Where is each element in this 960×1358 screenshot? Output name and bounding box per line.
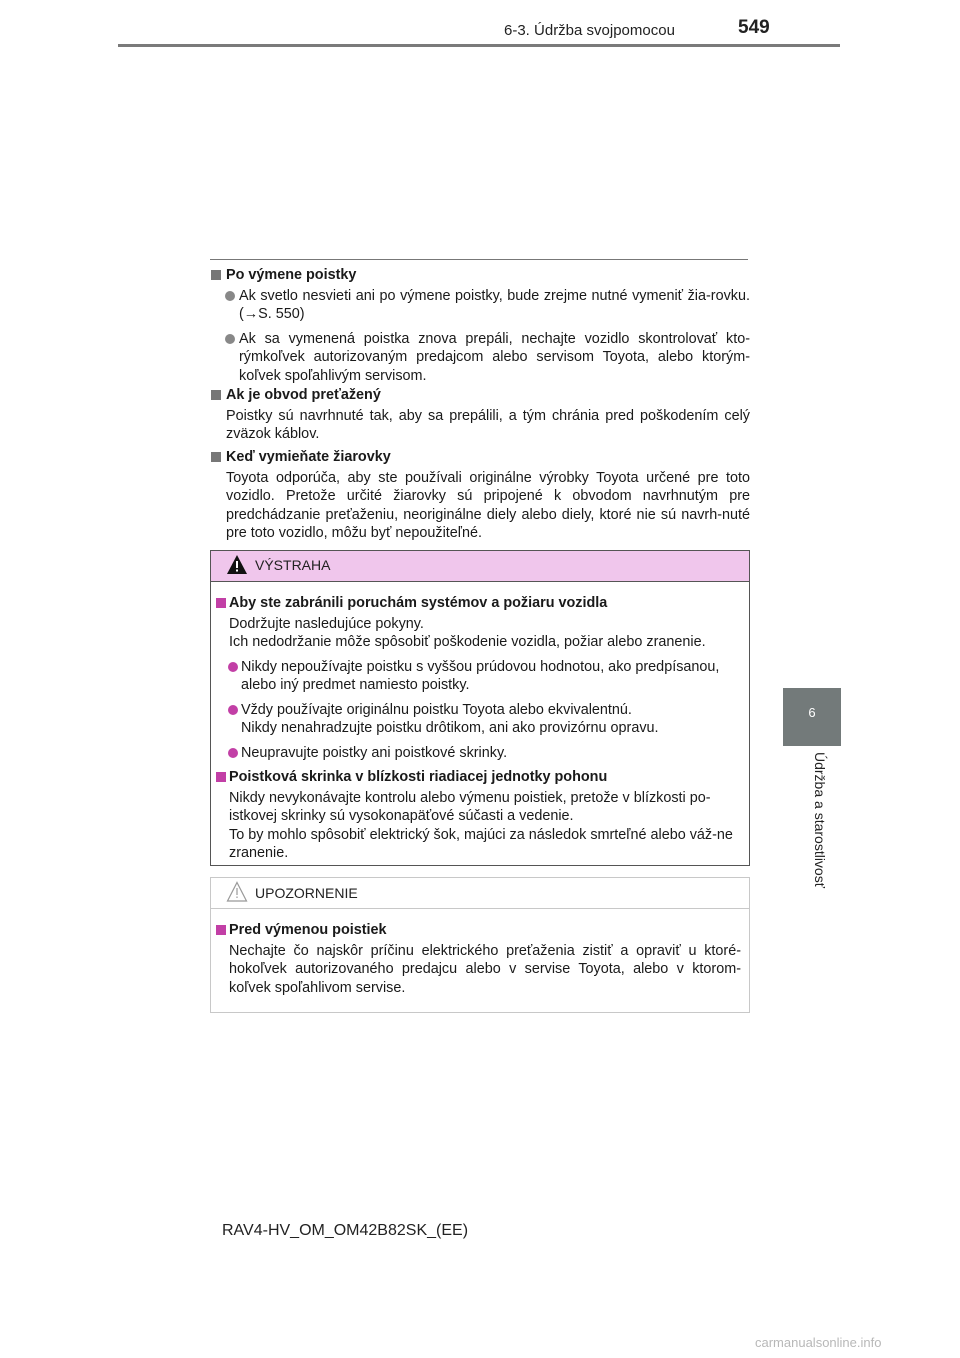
heading-square-icon	[216, 598, 226, 608]
bullet-item: Ak svetlo nesvieti ani po výmene poistky, bude zrejme nutné vymeniť žia-rovku. (→S. 550)	[210, 287, 750, 324]
chapter-side-label	[803, 752, 828, 902]
section-heading: Ak je obvod preťažený	[210, 386, 750, 405]
warning-bullet: Neupravujte poistky ani poistkové skrinky.	[211, 744, 747, 763]
page-number: 549	[738, 17, 770, 38]
heading-square-icon	[211, 452, 221, 462]
warning-line: Nikdy nevykonávajte kontrolu alebo výmenu poistiek, pretože v blízkosti po-istkovej skrinky sú vysokonapäťové súčasti a vedenie.	[229, 789, 711, 824]
notice-paragraph: Nechajte čo najskôr príčinu elektrického preťaženia zistiť a opraviť u ktoré-hokoľvek autorizovaného predajcu alebo v servise Toyota, alebo v ktorom-koľvek spoľahlivom servise.	[229, 942, 741, 996]
warning-bullet: Vždy používajte originálnu poistku Toyota alebo ekvivalentnú. Nikdy nenahradzujte poistku drôtikom, ani ako provizórnu opravu.	[211, 701, 747, 738]
bullet-dot-icon	[225, 334, 235, 344]
caution-triangle-icon	[226, 881, 248, 903]
warning-line: To by mohlo spôsobiť elektrický šok, majúci za následok smrteľné alebo váž-ne zranenie.	[229, 826, 733, 861]
section-heading: Keď vymieňate žiarovky	[210, 448, 750, 467]
warning-title: VÝSTRAHA	[255, 557, 331, 573]
content-rule	[210, 259, 748, 260]
notice-box	[210, 877, 750, 1013]
heading-square-icon	[216, 772, 226, 782]
heading-square-icon	[216, 925, 226, 935]
chapter-tab	[783, 688, 841, 746]
warning-bullet: Nikdy nepoužívajte poistku s vyššou prúdovou hodnotou, ako predpísanou, alebo iný predmet namiesto poistky.	[211, 658, 747, 695]
section-after-fuse-replacement	[210, 266, 750, 385]
bullet-dot-icon	[225, 291, 235, 301]
header-rule	[118, 44, 840, 47]
footer-document-code: RAV4-HV_OM_OM42B82SK_(EE)	[222, 1222, 469, 1239]
warning-body	[211, 594, 747, 863]
warning-box	[210, 550, 750, 866]
notice-heading: Pred výmenou poistiek	[211, 921, 747, 940]
section-heading: Po výmene poistky	[210, 266, 750, 285]
chapter-side-label-text: Údržba a starostlivosť	[812, 752, 828, 888]
bullet-item: Ak sa vymenená poistka znova prepáli, nechajte vozidlo skontrolovať kto-rýmkoľvek autorizovaným predajcom alebo servisom Toyota, alebo ktorým-koľvek spoľahlivým servisom.	[210, 330, 750, 386]
header-section-title: 6-3. Údržba svojpomocou	[504, 22, 675, 39]
notice-title: UPOZORNENIE	[255, 885, 358, 901]
notice-body	[211, 921, 747, 997]
chapter-tab-number: 6	[808, 705, 816, 720]
bullet-dot-icon	[228, 662, 238, 672]
warning-heading: Aby ste zabránili poruchám systémov a požiaru vozidla	[211, 594, 747, 613]
warning-header	[211, 551, 749, 582]
heading-square-icon	[211, 270, 221, 280]
bullet-dot-icon	[228, 705, 238, 715]
section-circuit-overloaded	[210, 386, 750, 444]
warning-heading: Poistková skrinka v blízkosti riadiacej jednotky pohonu	[211, 768, 747, 787]
section-paragraph: Poistky sú navrhnuté tak, aby sa prepálili, a tým chránia pred poškodením celý zväzok káblov.	[226, 407, 750, 442]
warning-triangle-icon	[226, 554, 248, 576]
bullet-dot-icon	[228, 748, 238, 758]
section-replacing-bulbs	[210, 448, 750, 543]
warning-line: Dodržujte nasledujúce pokyny.	[229, 615, 424, 632]
watermark: carmanualsonline.info	[755, 1335, 882, 1350]
section-paragraph: Toyota odporúča, aby ste používali originálne výrobky Toyota určené pre toto vozidlo. Pretože určité žiarovky sú pripojené k obvodom navrhnutým pre predchádzanie preťaženiu, neoriginálne diely alebo diely, ktoré nie sú navrh-nuté pre toto vozidlo, môžu byť nepoužiteľné.	[226, 469, 750, 541]
notice-header	[211, 878, 749, 909]
heading-square-icon	[211, 390, 221, 400]
warning-line: Ich nedodržanie môže spôsobiť poškodenie vozidla, požiar alebo zranenie.	[229, 634, 706, 650]
